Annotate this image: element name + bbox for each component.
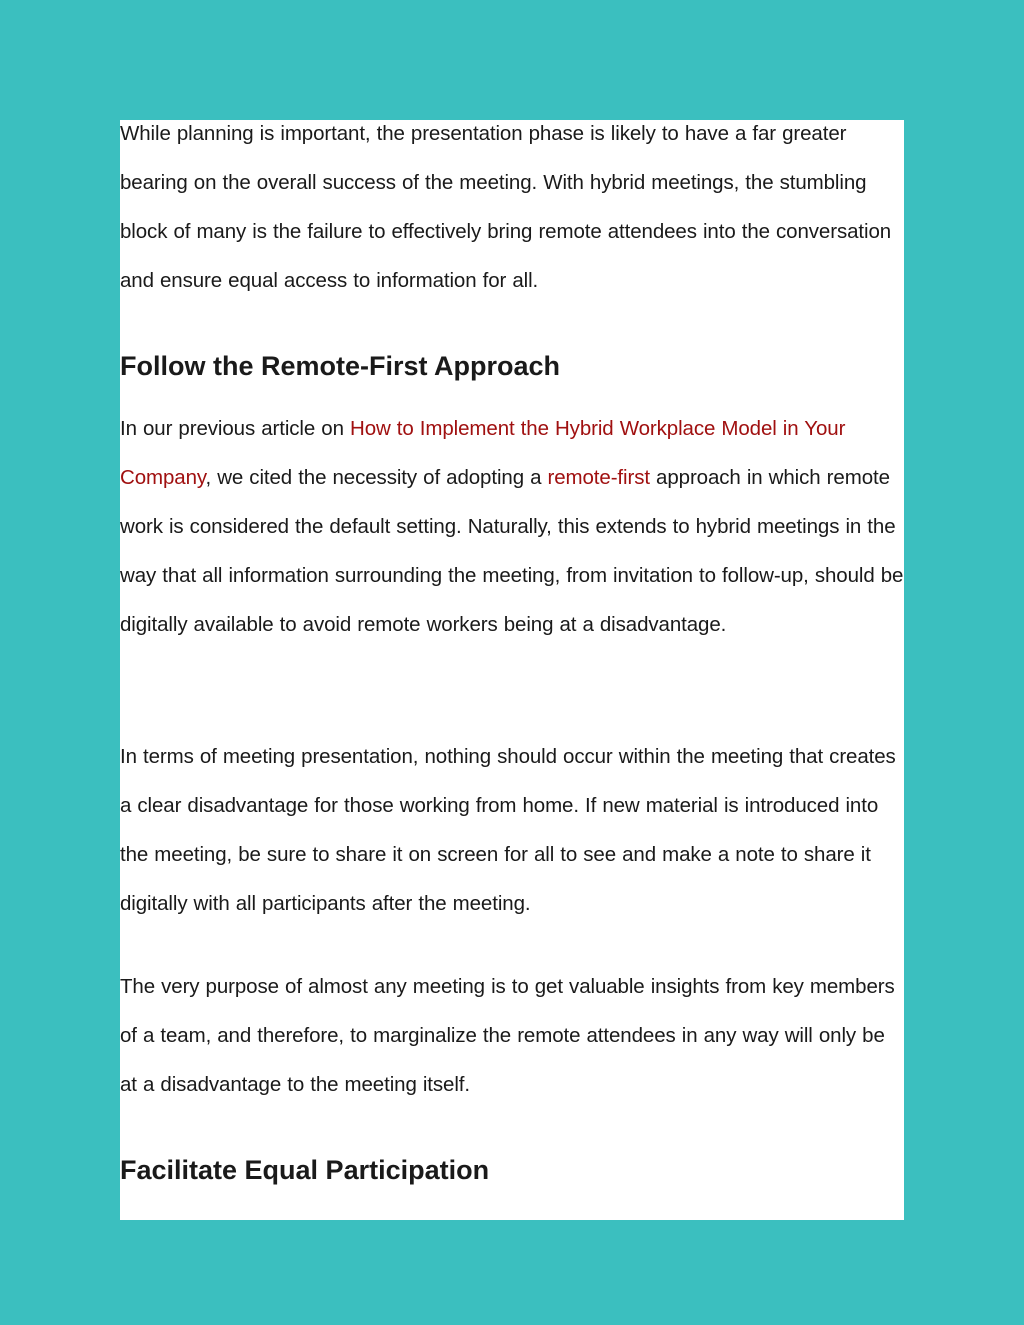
paragraph-text: In our previous article on	[120, 417, 350, 440]
paragraph-planning: While planning is important, the presentation phase is likely to have a far greater bearing on the overall success of the meeting. With hybrid meetings, the stumbling block of many is the failure to effectively bring remote attendees into the conversation and ensure equal access to information for all.	[120, 122, 892, 292]
paragraph-text: approach in which remote work is considered the default setting. Naturally, this extends to hybrid meetings in the way that all information surrounding the meeting, from invitation to follow-up, should be digitally available to avoid remote workers being at a disadvantage.	[120, 466, 904, 636]
heading-equal-participation: Facilitate Equal Participation	[120, 1155, 490, 1185]
link-remote-first[interactable]: remote-first	[547, 466, 650, 489]
paragraph-meeting-purpose: The very purpose of almost any meeting is to get valuable insights from key members of a team, and therefore, to marginalize the remote attendees in any way will only be at a disadvantage to the meeting itself.	[120, 975, 895, 1096]
paragraph-meeting-presentation: In terms of meeting presentation, nothing should occur within the meeting that creates a clear disadvantage for those working from home. If new material is introduced into the meeting, be sure to share it on screen for all to see and make a note to share it digitally with all participants after the meeting.	[120, 745, 896, 915]
paragraph-text: , we cited the necessity of adopting a	[205, 466, 548, 489]
link-hybrid-workplace-article[interactable]: How to Implement the Hybrid Workplace Model in Your Company	[120, 417, 846, 489]
paragraph-remote-first	[120, 404, 904, 649]
heading-remote-first: Follow the Remote-First Approach	[120, 351, 561, 381]
document-page	[120, 120, 904, 1220]
